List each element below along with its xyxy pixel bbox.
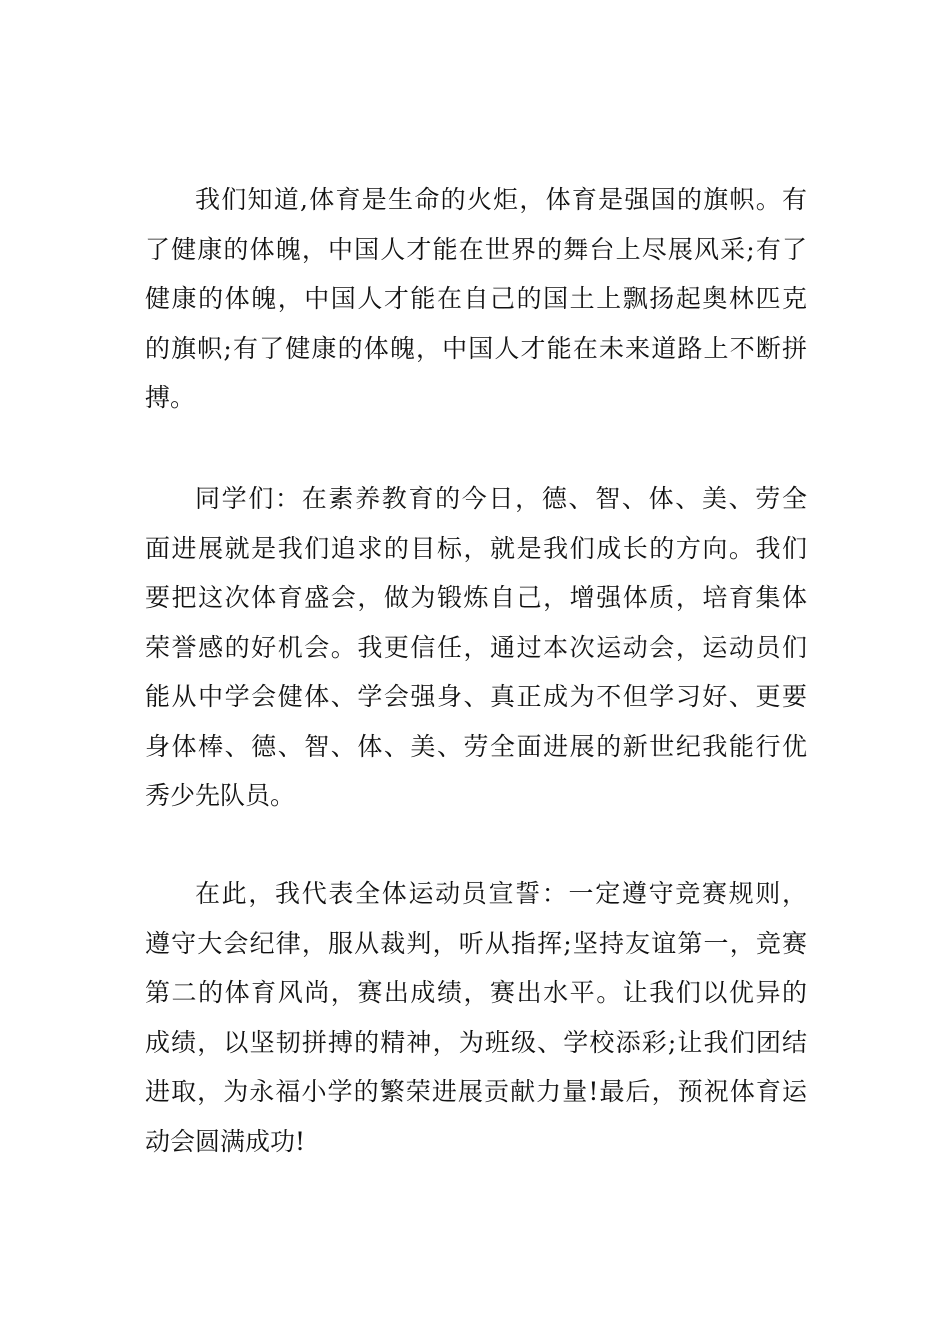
text-line: 第二的体育风尚，赛出成绩，赛出水平。让我们以优异的 — [145, 978, 807, 1007]
text-line: 荣誉感的好机会。我更信任，通过本次运动会，运动员们 — [145, 632, 807, 662]
text-line: 能从中学会健体、学会强身、真正成为不但学习好、更要 — [145, 682, 807, 711]
text-line: 面进展就是我们追求的目标，就是我们成长的方向。我们 — [145, 533, 807, 563]
text-line: 要把这次体育盛会，做为锻炼自己，增强体质，培育集体 — [145, 583, 807, 612]
paragraph-sports-torch — [145, 175, 807, 423]
text-line: 搏。 — [145, 383, 196, 412]
text-line: 秀少先队员。 — [145, 781, 296, 810]
text-line: 了健康的体魄，中国人才能在世界的舞台上尽展风采;有了 — [145, 234, 807, 264]
text-line: 的旗帜;有了健康的体魄，中国人才能在未来道路上不断拼 — [145, 333, 807, 363]
text-line: 身体棒、德、智、体、美、劳全面进展的新世纪我能行优 — [145, 731, 807, 761]
text-line: 进取，为永福小学的繁荣进展贡献力量!最后，预祝体育运 — [145, 1077, 807, 1106]
text-line: 我们知道,体育是生命的火炬，体育是强国的旗帜。有 — [195, 185, 807, 214]
text-line: 在此，我代表全体运动员宣誓：一定遵守竞赛规则， — [195, 879, 807, 908]
text-line: 遵守大会纪律，服从裁判，听从指挥;坚持友谊第一，竞赛 — [145, 928, 807, 958]
text-line: 健康的体魄，中国人才能在自己的国土上飘扬起奥林匹克 — [145, 284, 807, 313]
text-line: 同学们：在素养教育的今日，德、智、体、美、劳全 — [195, 484, 807, 513]
paragraph-students-goal — [145, 474, 807, 821]
paragraph-athlete-oath — [145, 869, 807, 1166]
text-line: 成绩，以坚韧拼搏的精神，为班级、学校添彩;让我们团结 — [145, 1027, 807, 1057]
text-line: 动会圆满成功! — [145, 1126, 306, 1156]
